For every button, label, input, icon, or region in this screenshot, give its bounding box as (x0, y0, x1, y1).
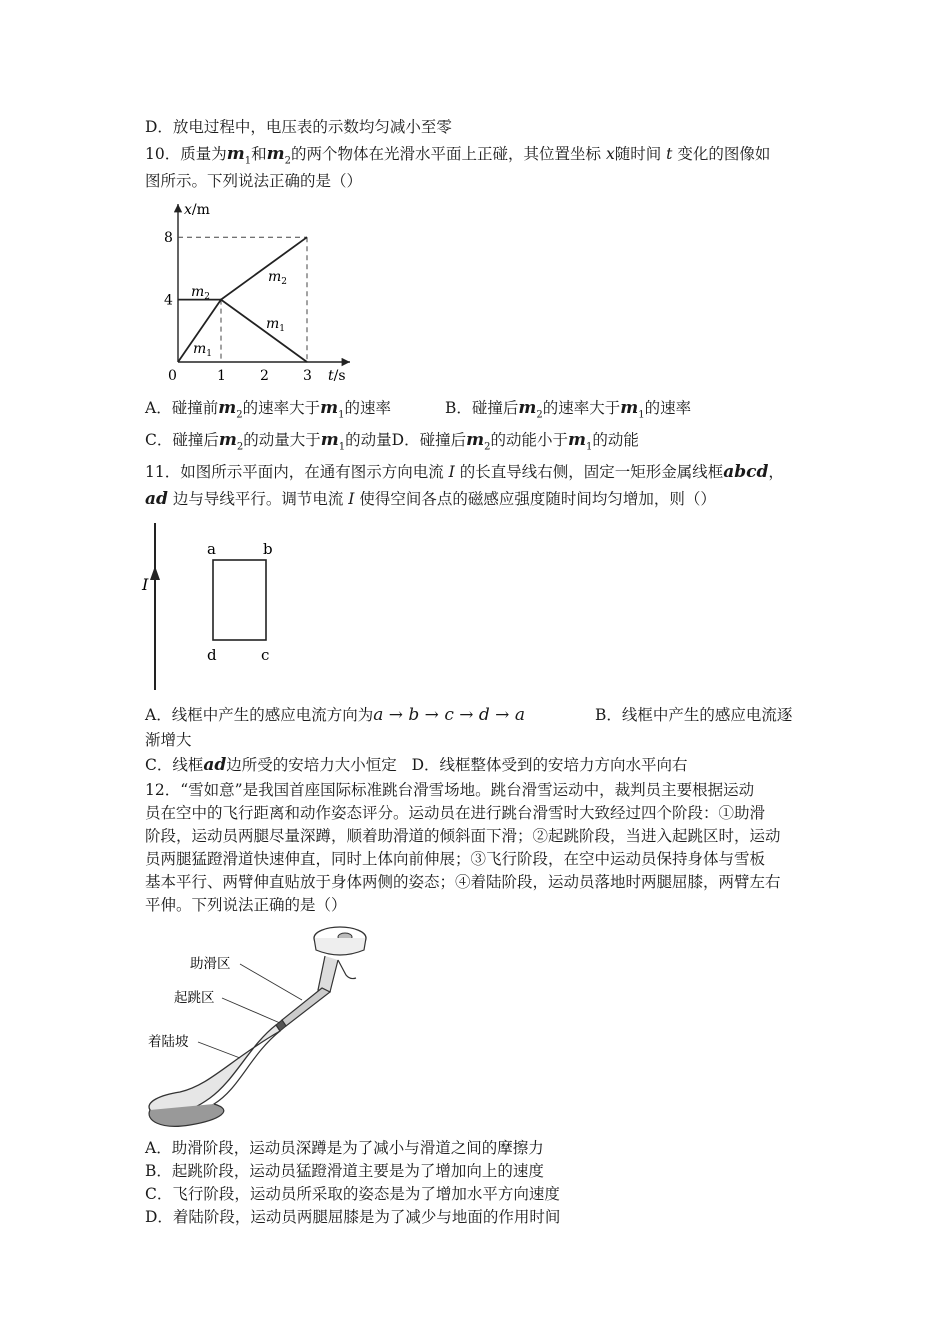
q10-option-b: B．碰撞后$m_2$的速率大于$m_1$的速率 (445, 398, 692, 421)
y-axis-label: x/m (184, 202, 210, 218)
corner-c: c (261, 646, 270, 664)
label-zone3: 着陆坡 (148, 1034, 189, 1050)
x-symbol: x (605, 145, 615, 163)
q12-line1: 12．“雪如意”是我国首座国际标准跳台滑雪场地。跳台滑雪运动中，裁判员主要根据运动 (145, 781, 755, 799)
wire-loop-figure (140, 518, 300, 698)
q12-line4: 员两腿猛蹬滑道快速伸直，同时上体向前伸展；③飞行阶段，在空中运动员保持身体与雪板 (145, 850, 766, 868)
q12-option-c: C．飞行阶段，运动员所采取的姿态是为了增加水平方向速度 (145, 1185, 560, 1203)
current-path: a → b → c → d → a (373, 705, 525, 725)
label-m2-before: $m_2$ (191, 284, 211, 302)
ski-jump-figure (140, 920, 380, 1130)
x-axis-label: t/s (328, 368, 346, 384)
label-m1-before: $m_1$ (193, 341, 213, 359)
q12-line2: 员在空中的飞行距离和动作姿态评分。运动员在进行跳台滑雪时大致经过四个阶段：①助滑 (145, 804, 766, 822)
current-arrow-icon (150, 566, 160, 580)
label-zone1: 助滑区 (190, 956, 231, 972)
x-tick-label: 3 (303, 368, 312, 384)
leader-zone3 (198, 1042, 240, 1058)
q12-option-d: D．着陆阶段，运动员两腿屈膝是为了减少与地面的作用时间 (145, 1208, 561, 1226)
q11-option-b: B．线框中产生的感应电流逐 (595, 706, 793, 724)
q10-stem-line2: 图所示。下列说法正确的是（） (145, 172, 363, 190)
q10-stem-line1 (145, 143, 770, 172)
q11-options-cd: C．线框ad边所受的安培力大小恒定 D．线框整体受到的安培力方向水平向右 (145, 755, 688, 775)
text: 10．质量为 (145, 145, 227, 163)
xt-graph (160, 198, 360, 386)
text: 随时间 (614, 145, 662, 163)
q10-option-d: D．碰撞后$m_2$的动能小于$m_1$的动能 (391, 430, 639, 453)
ad-symbol: ad (145, 489, 168, 509)
q10-option-a: A．碰撞前$m_2$的速率大于$m_1$的速率 (145, 398, 391, 421)
abcd-symbol: abcd (723, 462, 769, 482)
m2-symbol: $m_2$ (266, 144, 291, 167)
I-symbol: I (448, 463, 455, 481)
x-tick-label: 1 (217, 368, 226, 384)
label-m1-after: $m_1$ (266, 316, 286, 334)
q12-line3: 阶段，运动员两腿尽量深蹲，顺着助滑道的倾斜面下滑；②起跳阶段，当进入起跳区时，运动 (145, 827, 781, 845)
q11-stem-line2: ad 边与导线平行。调节电流 I 使得空间各点的磁感应强度随时间均匀增加，则（） (145, 489, 716, 509)
tower (318, 956, 338, 992)
q10-options-ab (145, 397, 391, 426)
text: 和 (251, 145, 267, 163)
label-m2-after: $m_2$ (268, 269, 288, 287)
q11-stem-line1: 11．如图所示平面内，在通有图示方向电流 I 的长直导线右侧，固定一矩形金属线框abcd， (145, 462, 784, 482)
tower-side (338, 960, 356, 979)
x-tick-label: 2 (260, 368, 269, 384)
text: 的两个物体在光滑水平面上正碰，其位置坐标 (291, 145, 602, 163)
corner-b: b (263, 540, 273, 558)
m1-symbol: $m_1$ (226, 144, 252, 167)
y-tick-label: 8 (164, 230, 173, 247)
loop-rectangle (213, 560, 266, 640)
leader-zone1 (240, 964, 302, 1000)
q9-option-d: D．放电过程中，电压表的示数均匀减小至零 (145, 118, 452, 136)
leader-zone2 (222, 998, 280, 1023)
corner-a: a (207, 540, 216, 558)
corner-d: d (207, 646, 217, 664)
q12-line6: 平伸。下列说法正确的是（） (145, 896, 347, 914)
q12-line5: 基本平行、两臂伸直贴放于身体两侧的姿态；④着陆阶段，运动员落地时两腿屈膝，两臂左右 (145, 873, 781, 891)
x-tick-label: 0 (168, 368, 177, 384)
text: 变化的图像如 (677, 145, 771, 163)
y-tick-label: 4 (164, 292, 173, 309)
q12-option-b: B．起跳阶段，运动员猛蹬滑道主要是为了增加向上的速度 (145, 1162, 544, 1180)
wire-current-label: I (142, 575, 149, 594)
inrun-ramp (282, 988, 330, 1026)
q10-options-cd (145, 429, 639, 458)
q11-option-a: A．线框中产生的感应电流方向为a → b → c → d → a (145, 705, 525, 725)
platform-body (314, 938, 366, 955)
label-zone2: 起跳区 (174, 990, 215, 1006)
q11-option-b-cont: 渐增大 (145, 731, 192, 749)
t-symbol: t (666, 145, 673, 163)
q12-option-a: A．助滑阶段，运动员深蹲是为了减小与滑道之间的摩擦力 (145, 1139, 544, 1157)
q10-option-c: C．碰撞后$m_2$的动量大于$m_1$的动量 (145, 430, 392, 453)
